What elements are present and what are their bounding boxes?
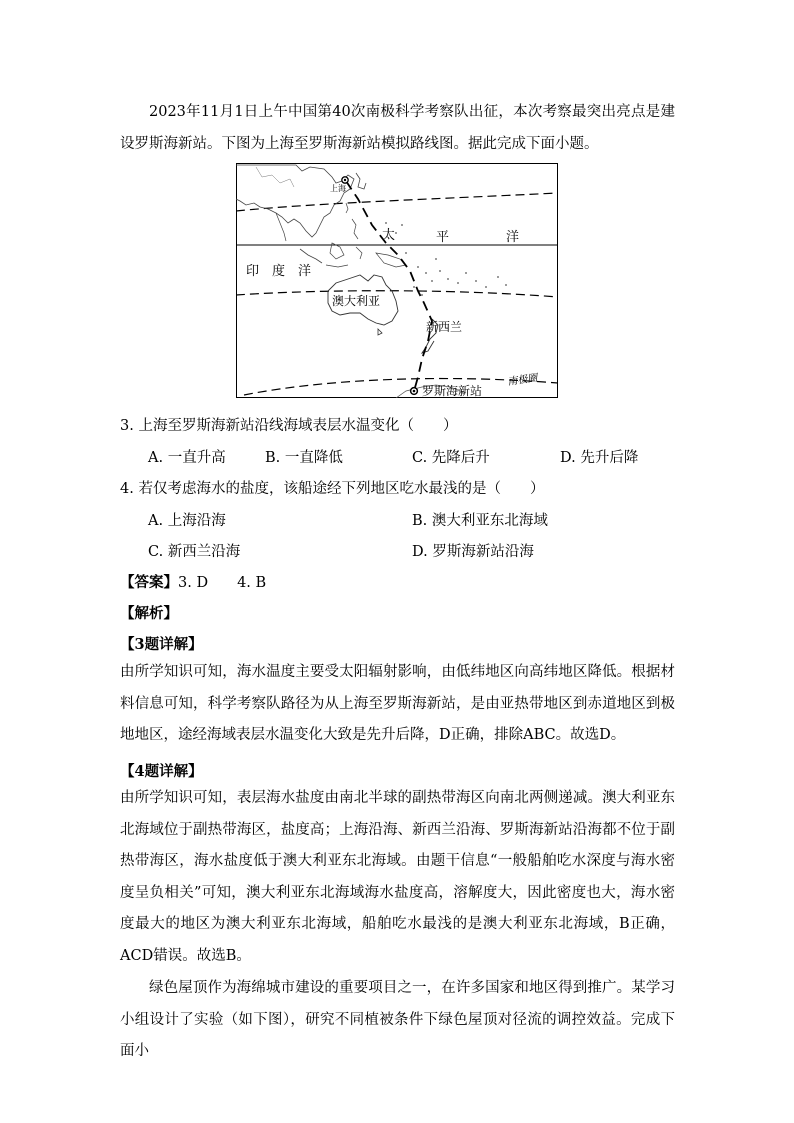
q4-stem: 4. 若仅考虑海水的盐度，该船途经下列地区吃水最浅的是（ ） bbox=[120, 481, 545, 497]
label-tai: 太 bbox=[382, 228, 396, 243]
map-frame bbox=[237, 164, 558, 398]
q3-option-b: B. 一直降低 bbox=[265, 450, 343, 466]
q4-option-a: A. 上海沿海 bbox=[148, 513, 226, 529]
q3-option-c: C. 先降后升 bbox=[412, 450, 490, 466]
answer-label: 【答案】 bbox=[120, 574, 178, 591]
label-ping: 平 bbox=[436, 230, 450, 245]
q4-detail-label: 【4题详解】 bbox=[120, 763, 203, 780]
label-yang: 洋 bbox=[506, 230, 520, 245]
label-indian-ocean: 印 度 洋 bbox=[246, 264, 312, 279]
label-new-zealand: 新西兰 bbox=[426, 320, 463, 334]
q3-option-d: D. 先升后降 bbox=[560, 450, 639, 466]
q3-stem: 3. 上海至罗斯海新站沿线海域表层水温变化（ ） bbox=[120, 418, 458, 434]
next-intro-paragraph: 绿色屋顶作为海绵城市建设的重要项目之一，在许多国家和地区得到推广。某学习小组设计了实验（如下图），研究不同植被条件下绿色屋顶对径流的调控效益。完成下面小 bbox=[120, 980, 675, 1059]
q4-option-b: B. 澳大利亚东北海域 bbox=[412, 513, 548, 529]
label-australia: 澳大利亚 bbox=[332, 294, 381, 308]
analysis-label: 【解析】 bbox=[120, 605, 178, 622]
intro-paragraph: 2023年11月1日上午中国第40次南极科学考察队出征，本次考察最突出亮点是建设罗斯海新站。下图为上海至罗斯海新站模拟路线图。据此完成下面小题。 bbox=[120, 104, 675, 152]
label-ross-station: 罗斯海新站 bbox=[422, 384, 483, 398]
q4-option-d: D. 罗斯海新站沿海 bbox=[412, 544, 534, 560]
label-antarctic-circle: 南极圈 bbox=[506, 372, 539, 388]
route-map bbox=[236, 163, 558, 398]
answer-text: 3. D 4. B bbox=[178, 575, 267, 591]
q4-option-c: C. 新西兰沿海 bbox=[148, 544, 241, 560]
q4-detail-text: 由所学知识可知，表层海水盐度由南北半球的副热带海区向南北两侧递减。澳大利亚东北海域位于副热带海区，盐度高；上海沿海、新西兰沿海、罗斯海新站沿海都不位于副热带海区，海水盐度低于澳大利亚东北海域。由题干信息“一般船舶吃水深度与海水密度呈负相关”可知，澳大利亚东北海域海水盐度高，溶解度大，因此密度也大，海水密度最大的地区为澳大利亚东北海域，船舶吃水最浅的是澳大利亚东北海域，B正确，ACD错误。故选B。 bbox=[120, 790, 675, 964]
q3-option-a: A. 一直升高 bbox=[148, 450, 226, 466]
q3-detail-text: 由所学知识可知，海水温度主要受太阳辐射影响，由低纬地区向高纬地区降低。根据材料信息可知，科学考察队路径为从上海至罗斯海新站，是由亚热带地区到赤道地区到极地地区，途经海域表层水温变化大致是先升后降，D正确，排除ABC。故选D。 bbox=[120, 664, 675, 743]
answer-line bbox=[120, 571, 680, 592]
label-shanghai: 上海 bbox=[330, 184, 346, 193]
q3-detail-label: 【3题详解】 bbox=[120, 636, 203, 653]
